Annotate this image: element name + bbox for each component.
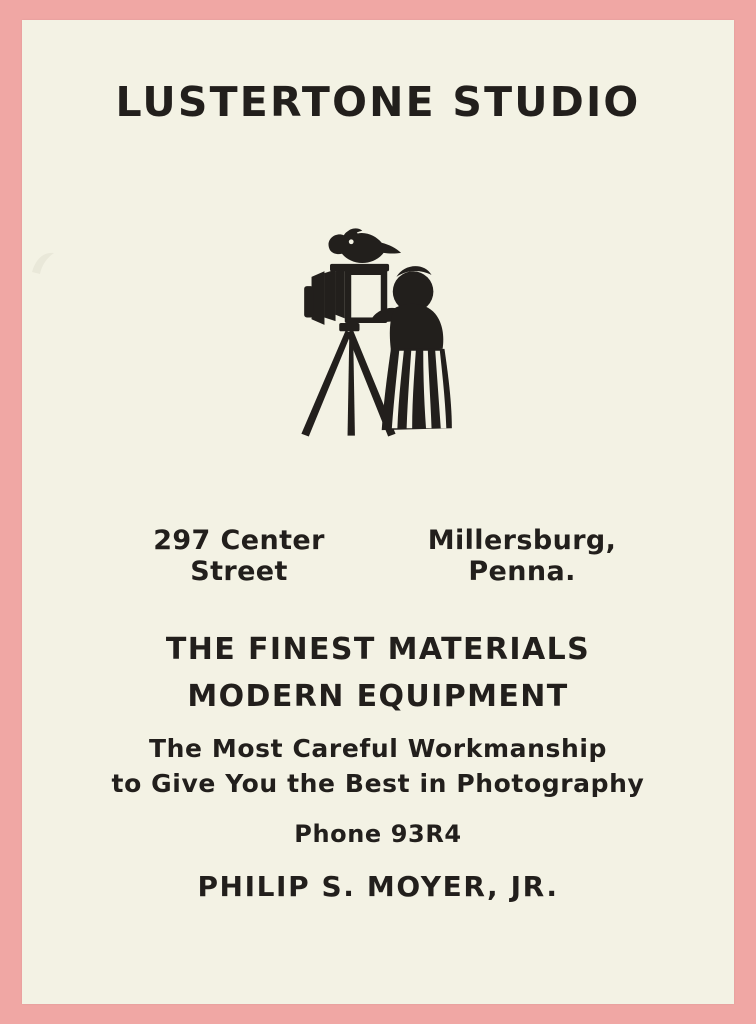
pitch-block	[22, 632, 734, 903]
address-row	[82, 525, 694, 587]
advertisement-content	[22, 20, 734, 1004]
street-address: 297 Center Street	[153, 525, 325, 587]
phone-number: Phone 93R4	[294, 820, 462, 848]
pitch-line-2: MODERN EQUIPMENT	[187, 679, 569, 714]
proprietor-name: PHILIP S. MOYER, JR.	[197, 870, 559, 903]
studio-title: LUSTERTONE STUDIO	[115, 78, 641, 126]
advertisement-page	[22, 20, 734, 1004]
photographer-with-camera-and-bird-icon	[22, 195, 734, 475]
city-state: Millersburg, Penna.	[427, 525, 617, 587]
pitch-line-4: to Give You the Best in Photography	[111, 769, 645, 798]
pitch-line-3: The Most Careful Workmanship	[148, 734, 608, 763]
pitch-line-1: THE FINEST MATERIALS	[165, 632, 591, 667]
